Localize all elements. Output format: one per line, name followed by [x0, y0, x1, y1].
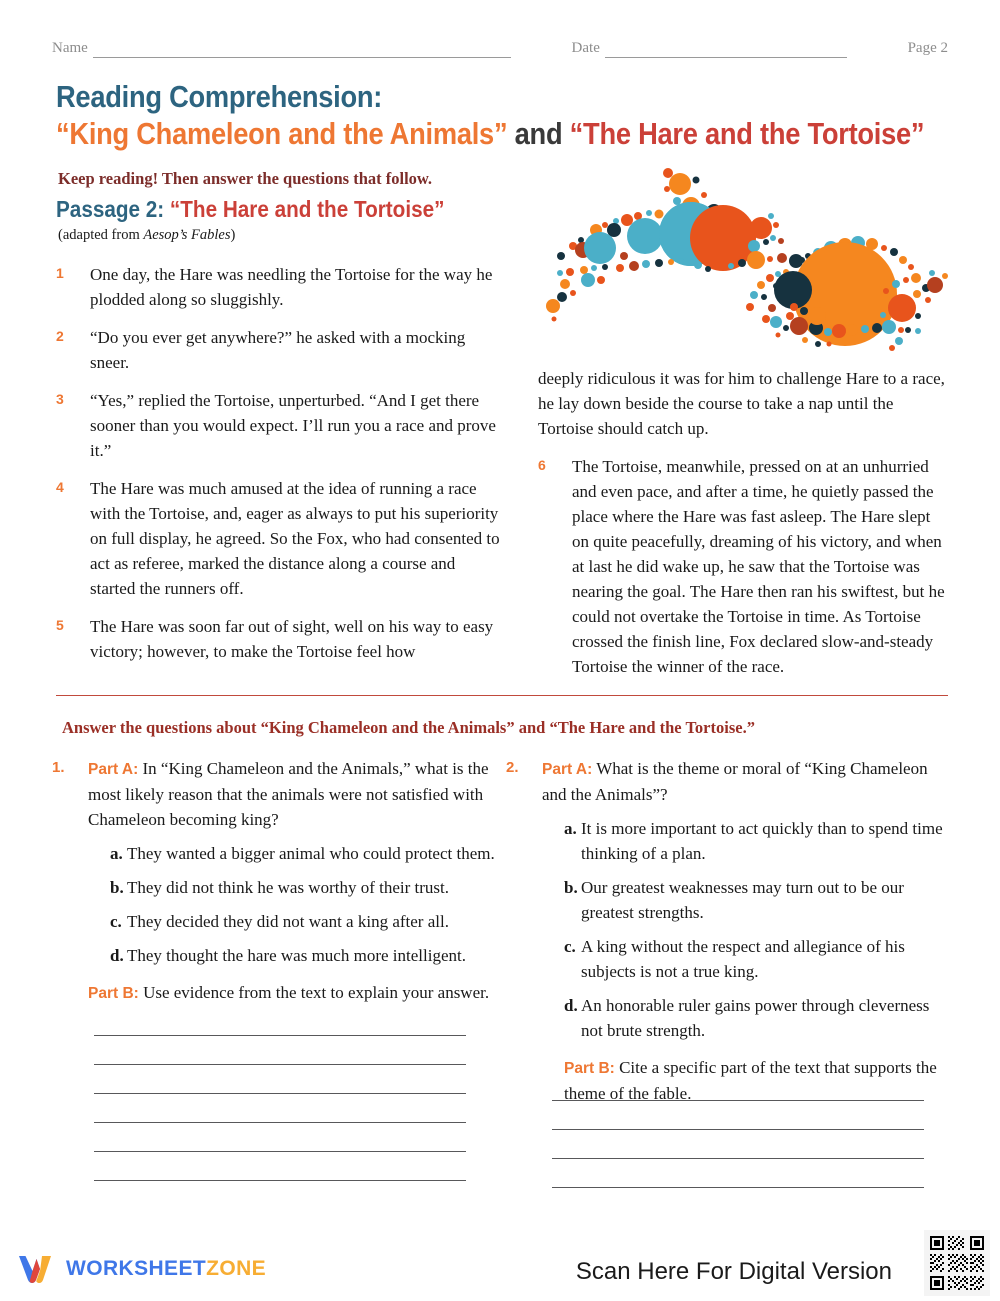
- answer-instruction: Answer the questions about “King Chameleon and the Animals” and “The Hare and the Tortoise.”: [62, 718, 755, 737]
- answer-line[interactable]: [94, 1064, 466, 1065]
- paragraph-number: 1: [56, 265, 64, 281]
- answer-line[interactable]: [94, 1180, 466, 1181]
- paragraph-text: The Hare was much amused at the idea of running a race with the Tortoise, and, eager as always to put his superiority on full display, he agreed. So the Fox, who had consented to act as referee, marked the distance along a course and started the runners off.: [90, 479, 500, 598]
- passage-paragraph: [538, 454, 948, 679]
- name-blank-line[interactable]: [93, 43, 511, 58]
- paragraph-text: “Yes,” replied the Tortoise, unperturbed. “And I get there sooner than you would expect. I’ll run you a race and prove it.”: [90, 391, 496, 460]
- paragraph-number: 2: [56, 328, 64, 344]
- answer-line[interactable]: [552, 1129, 924, 1130]
- answer-choice-d[interactable]: [88, 943, 500, 968]
- answer-choice-b[interactable]: [88, 875, 500, 900]
- answer-choice-b[interactable]: [542, 875, 952, 925]
- title-story-1: “King Chameleon and the Animals”: [56, 116, 508, 151]
- question-number: 2.: [506, 759, 519, 776]
- paragraph-text: One day, the Hare was needling the Tortoise for the way he plodded along so sluggishly.: [90, 265, 493, 309]
- passage-paragraph: [56, 476, 500, 601]
- passage-label: Passage 2:: [56, 196, 170, 222]
- choice-text: They thought the hare was much more intelligent.: [127, 946, 466, 965]
- choice-letter: c.: [110, 912, 122, 931]
- section-divider: [56, 695, 948, 696]
- choice-text: A king without the respect and allegiance of his subjects is not a true king.: [581, 937, 905, 981]
- paragraph-number: 3: [56, 391, 64, 407]
- answer-line[interactable]: [94, 1093, 466, 1094]
- part-b-text: Use evidence from the text to explain your answer.: [138, 983, 490, 1002]
- hare-and-tortoise-dot-illustration: [528, 168, 952, 360]
- date-label: Date: [571, 40, 600, 56]
- title-line-1: Reading Comprehension:: [56, 79, 383, 114]
- passage-title: “The Hare and the Tortoise”: [169, 196, 445, 222]
- logo-text: [66, 1257, 266, 1281]
- worksheet-header: [52, 34, 948, 58]
- hare-dots: [546, 168, 811, 322]
- source-pre: (adapted from: [58, 227, 144, 243]
- choice-letter: b.: [564, 878, 578, 897]
- keep-reading-instruction: Keep reading! Then answer the questions that follow.: [58, 169, 433, 188]
- answer-lines-question-2: [552, 1100, 924, 1216]
- passage-column-right: [538, 366, 948, 692]
- paragraph-number: 6: [538, 457, 546, 473]
- passage-paragraph: [56, 325, 500, 375]
- choice-text: It is more important to act quickly than to spend time thinking of a plan.: [581, 819, 943, 863]
- question-1: [52, 756, 500, 1006]
- passage-paragraph: [56, 388, 500, 463]
- question-body: [542, 756, 952, 1106]
- answer-choice-d[interactable]: [542, 993, 952, 1043]
- question-body: [88, 756, 500, 1006]
- answer-line[interactable]: [552, 1158, 924, 1159]
- question-column-right: [506, 756, 952, 1106]
- page-title: [56, 78, 956, 152]
- answer-line[interactable]: [552, 1187, 924, 1188]
- choice-letter: d.: [110, 946, 124, 965]
- part-a-tag: Part A:: [88, 761, 139, 778]
- title-story-2: “The Hare and the Tortoise”: [569, 116, 925, 151]
- part-b-text: Cite a specific part of the text that supports the theme of the fable.: [564, 1058, 937, 1103]
- passage-source: [58, 227, 235, 244]
- answer-choice-a[interactable]: [88, 841, 500, 866]
- part-a-tag: Part A:: [542, 761, 593, 778]
- paragraph-text: The Hare was soon far out of sight, well on his way to easy victory; however, to make the Tortoise feel how: [90, 617, 494, 661]
- answer-line[interactable]: [94, 1151, 466, 1152]
- choice-text: They wanted a bigger animal who could protect them.: [127, 844, 495, 863]
- qr-code[interactable]: [924, 1230, 990, 1296]
- choice-letter: b.: [110, 878, 124, 897]
- question-1-part-a: [88, 756, 500, 832]
- choice-letter: a.: [564, 819, 577, 838]
- choice-text: Our greatest weaknesses may turn out to be our greatest strengths.: [581, 878, 904, 922]
- passage-paragraph: [56, 614, 500, 664]
- choice-text: An honorable ruler gains power through cleverness not brute strength.: [581, 996, 930, 1040]
- date-blank-line[interactable]: [605, 43, 847, 58]
- answer-line[interactable]: [94, 1035, 466, 1036]
- answer-choice-a[interactable]: [542, 816, 952, 866]
- question-2-part-a: [542, 756, 952, 807]
- source-post: ): [230, 227, 236, 243]
- page-number: Page 2: [907, 40, 949, 56]
- logo-worksheet-word: WORKSHEET: [66, 1257, 207, 1280]
- title-line-2: [56, 115, 925, 152]
- logo-zone-word: ZONE: [206, 1257, 267, 1280]
- choice-letter: d.: [564, 996, 578, 1015]
- paragraph-number: 5: [56, 617, 64, 633]
- part-a-text: In “King Chameleon and the Animals,” what is the most likely reason that the animals were not satisfied with Chameleon becoming king?: [88, 759, 489, 829]
- logo-w-icon: [16, 1253, 60, 1285]
- question-1-part-b: [88, 980, 500, 1006]
- tortoise-dots: [746, 236, 948, 351]
- choice-letter: c.: [564, 937, 576, 956]
- passage-heading: [56, 196, 444, 223]
- answer-line[interactable]: [552, 1100, 924, 1101]
- choice-text: They did not think he was worthy of their trust.: [127, 878, 450, 897]
- answer-choice-c[interactable]: [88, 909, 500, 934]
- part-b-tag: Part B:: [88, 985, 139, 1002]
- answer-lines-question-1: [94, 1035, 466, 1209]
- choice-text: They decided they did not want a king after all.: [127, 912, 449, 931]
- paragraph-number: 4: [56, 479, 64, 495]
- question-2: [506, 756, 952, 1106]
- answer-line[interactable]: [94, 1122, 466, 1123]
- worksheet-zone-logo[interactable]: [16, 1252, 266, 1286]
- passage-column-left: [56, 262, 500, 677]
- name-label: Name: [52, 40, 88, 56]
- question-column-left: [52, 756, 500, 1006]
- choice-letter: a.: [110, 844, 123, 863]
- paragraph-text: The Tortoise, meanwhile, pressed on at an unhurried and even pace, and after a time, he quietly passed the place where the Hare was fast asleep. The Hare slept on quite peacefully, dreaming of his victory, and when at last he did wake up, he saw that the Tortoise was nearing the goal. The Hare then ran his swiftest, but he could not overtake the Tortoise in time. As Tortoise crossed the finish line, Fox declared slow-and-steady Tortoise the winner of the race.: [572, 457, 945, 676]
- part-a-text: What is the theme or moral of “King Chameleon and the Animals”?: [542, 759, 928, 804]
- title-conjunction: and: [507, 116, 570, 151]
- passage-paragraph: [56, 262, 500, 312]
- answer-choice-c[interactable]: [542, 934, 952, 984]
- paragraph-continuation-text: deeply ridiculous it was for him to challenge Hare to a race, he lay down beside the course to take a nap until the Tortoise should catch up.: [538, 369, 945, 438]
- question-2-part-b: [542, 1055, 952, 1106]
- scan-here-text: Scan Here For Digital Version: [575, 1258, 892, 1285]
- question-number: 1.: [52, 759, 65, 776]
- paragraph-text: “Do you ever get anywhere?” he asked with a mocking sneer.: [90, 328, 466, 372]
- part-b-tag: Part B:: [564, 1060, 615, 1077]
- source-book: Aesop’s Fables: [143, 227, 231, 243]
